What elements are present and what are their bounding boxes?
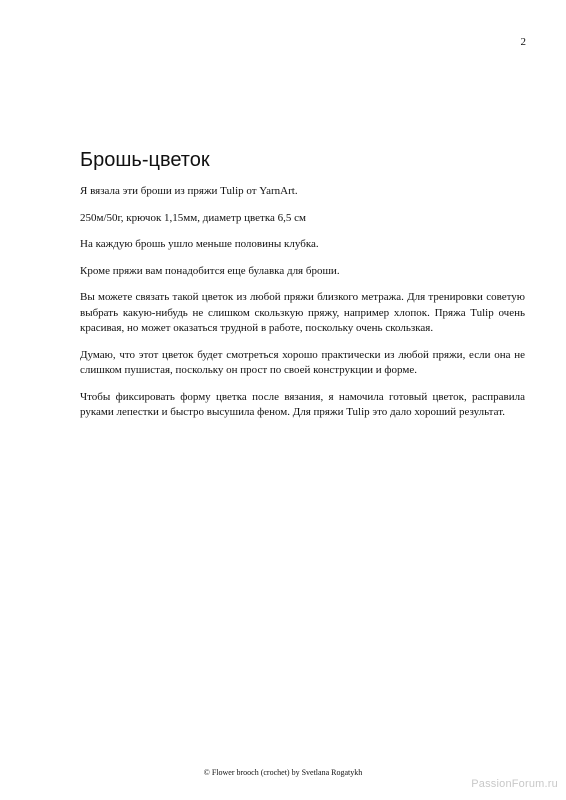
- paragraph-yarn-choice: Вы можете связать такой цветок из любой пряжи близкого метража. Для тренировки советую выбрать какую-нибудь не слишком скользкую пряжу, например хлопок. Пряжа Tulip очень красивая, но может оказаться трудной в работе, поскольку очень скользкая.: [80, 291, 525, 334]
- paragraph-yarn: Я вязала эти броши из пряжи Tulip от YarnArt.: [80, 185, 298, 197]
- footer-copyright: © Flower brooch (crochet) by Svetlana Rogatykh: [203, 768, 363, 777]
- page-number: 2: [520, 36, 526, 48]
- paragraph-yarn-suitability: Думаю, что этот цветок будет смотреться хорошо практически из любой пряжи, если она не слишком пушистая, поскольку он прост по своей конструкции и форме.: [80, 348, 525, 376]
- paragraph-blocking: Чтобы фиксировать форму цветка после вязания, я намочила готовый цветок, расправила руками лепестки и быстро высушила феном. Для пряжи Tulip это дало хороший результат.: [80, 390, 525, 418]
- page-title: Брошь-цветок: [80, 149, 210, 171]
- watermark: PassionForum.ru: [471, 778, 558, 790]
- article-body: [80, 147, 525, 432]
- paragraph-pin: Кроме пряжи вам понадобится еще булавка для броши.: [80, 264, 340, 277]
- paragraph-specs: 250м/50г, крючок 1,15мм, диаметр цветка 6,5 см: [80, 211, 306, 224]
- paragraph-amount: На каждую брошь ушло меньше половины клубка.: [80, 238, 319, 250]
